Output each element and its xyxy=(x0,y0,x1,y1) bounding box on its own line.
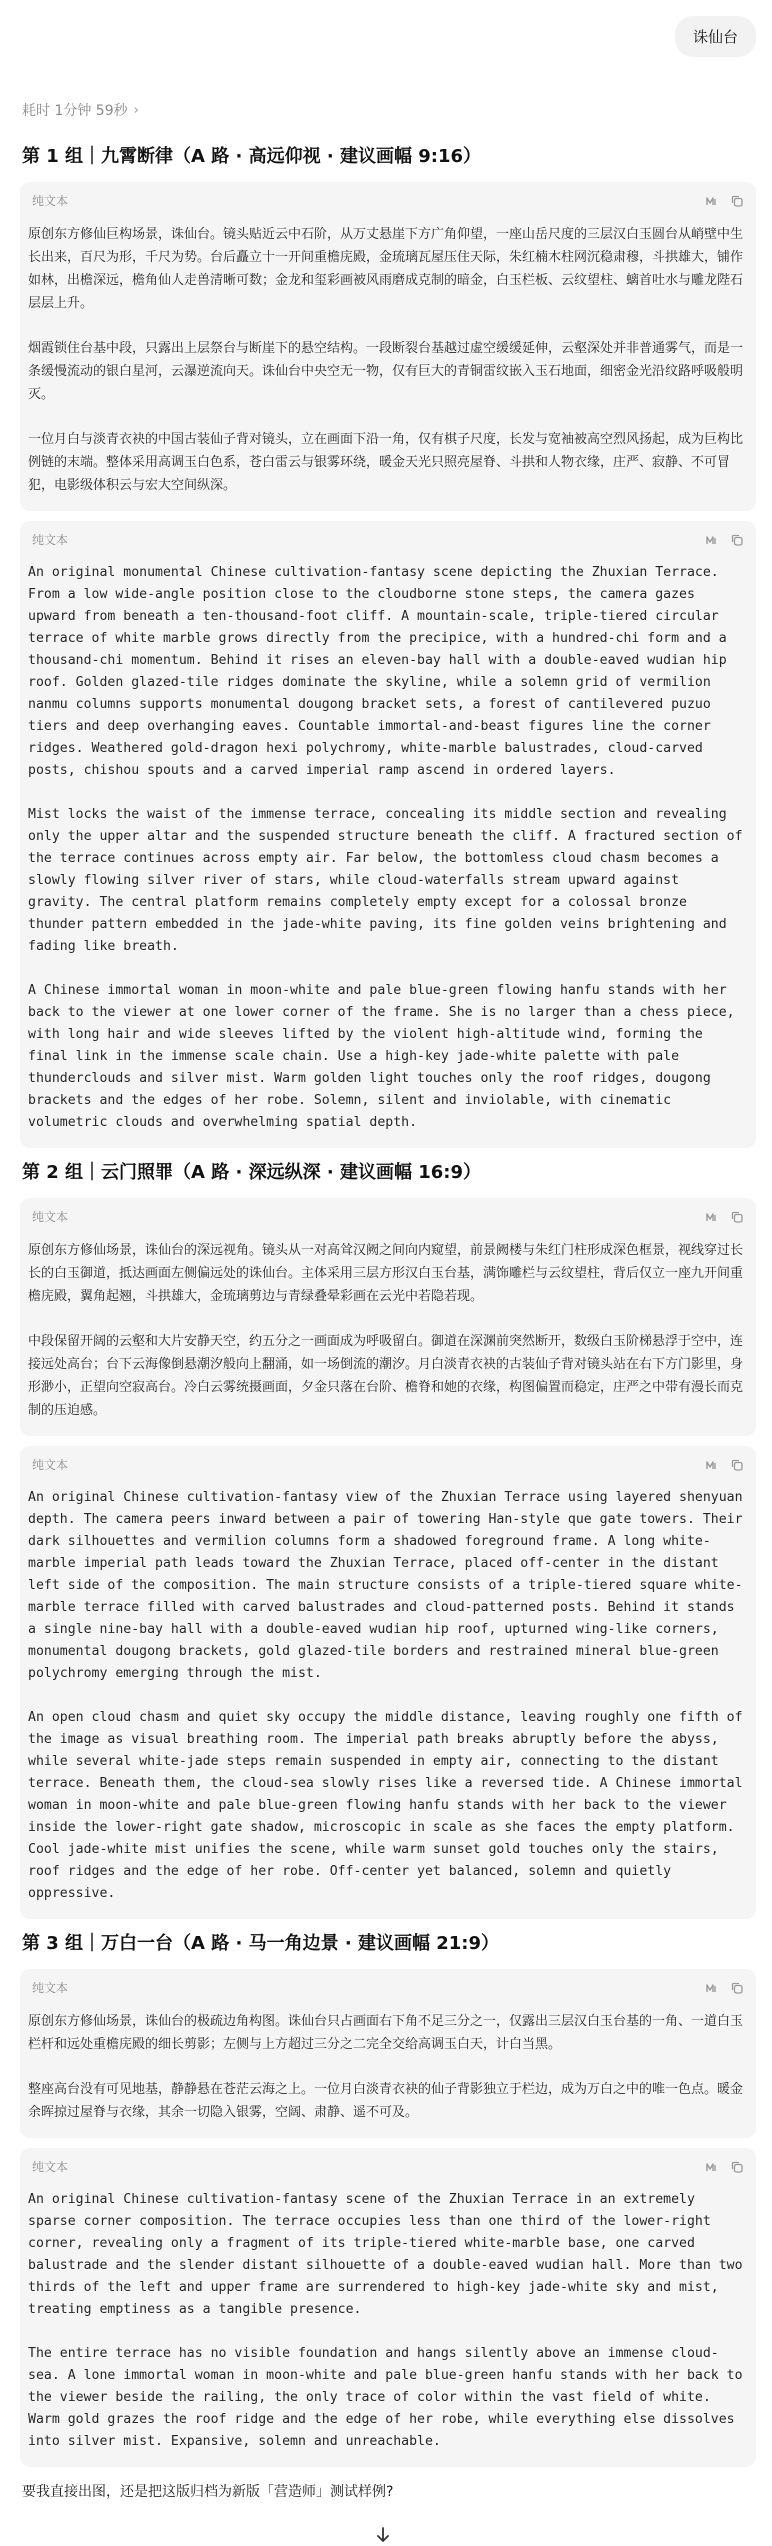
user-message-bubble xyxy=(675,16,756,57)
prompt-paragraph: 原创东方修仙巨构场景，诛仙台。镜头贴近云中石阶，从万丈悬崖下方广角仰望，一座山岳尺度的三层汉白玉圆台从峭壁中生长出来，百尺为形，千尺为势。台后矗立十一开间重檐庑殿，金琉璃瓦屋压住天际，朱红楠木柱网沉稳肃穆，斗拱雄大，铺作如林，出檐深远，檐角仙人走兽清晰可数；金龙和玺彩画被风雨磨成克制的暗金，白玉栏板、云纹望柱、螭首吐水与雕龙陛石层层上升。 xyxy=(28,227,744,311)
ai-icon[interactable] xyxy=(704,1210,718,1224)
code-block-header xyxy=(20,1969,756,2000)
copy-icon[interactable] xyxy=(730,194,744,208)
code-block-body xyxy=(20,552,756,1148)
code-block-tools xyxy=(704,2160,744,2174)
copy-icon[interactable] xyxy=(730,1981,744,1995)
ai-icon[interactable] xyxy=(704,1458,718,1472)
copy-icon[interactable] xyxy=(730,533,744,547)
code-block-label: 纯文本 xyxy=(32,533,69,547)
prompt-paragraph: 原创东方修仙场景，诛仙台的极疏边角构图。诛仙台只占画面右下角不足三分之一，仅露出三层汉白玉台基的一角、一道白玉栏杆和远处重檐庑殿的细长剪影；左侧与上方超过三分之二完全交给高调玉白天，计白当黑。 xyxy=(28,2014,744,2052)
code-block-cn xyxy=(20,1198,756,1436)
ai-icon[interactable] xyxy=(704,533,718,547)
prompt-paragraph: An original monumental Chinese cultivation-fantasy scene depicting the Zhuxian Terrace. From a low wide-angle position close to the cloudborne stone steps, the camera gazes upward from beneath a ten-thousand-foot cliff. A mountain-scale, triple-tiered circular terrace of white marble grows directly from the precipice, with a hundred-chi form and a thousand-chi momentum. Behind it rises an eleven-bay hall with a double-eaved wudian hip roof. Golden glazed-tile ridges dominate the skyline, while a solemn grid of vermilion nanmu columns supports monumental dougong bracket sets, a forest of cantilevered puzuo tiers and deep overhanging eaves. Countable immortal-and-beast figures line the corner ridges. Weathered gold-dragon hexi polychromy, white-marble balustrades, cloud-carved posts, chishou spouts and a carved imperial ramp ascend in ordered layers. xyxy=(28,565,727,778)
prompt-paragraph: A Chinese immortal woman in moon-white and pale blue-green flowing hanfu stands with her back to the viewer at one lower corner of the frame. She is no larger than a chess piece, with long hair and wide sleeves lifted by the violent high-altitude wind, forming the final link in the immense scale chain. Use a high-key jade-white palette with pale thunderclouds and silver mist. Warm golden light touches only the roof ridges, dougong brackets and the edges of her robe. Solemn, silent and inviolable, with cinematic volumetric clouds and overwhelming spatial depth. xyxy=(28,983,735,1130)
group-heading-3: 第 3 组｜万白一台（A 路 · 马一角边景 · 建议画幅 21:9） xyxy=(22,1933,500,1954)
code-block-tools xyxy=(704,194,744,208)
prompt-paragraph: An open cloud chasm and quiet sky occupy the middle distance, leaving roughly one fifth of the image as visual breathing room. The imperial path breaks abruptly before the abyss, while several white-jade steps remain suspended in empty air, connecting to the distant terrace. Beneath them, the cloud-sea slowly rises like a reversed tide. A Chinese immortal woman in moon-white and pale blue-green flowing hanfu stands with her back to the viewer inside the lower-right gate shadow, microscopic in scale as she faces the empty platform. Cool jade-white mist unifies the scene, while warm sunset gold touches only the stairs, roof ridges and the edge of her robe. Off-center yet balanced, solemn and quietly oppressive. xyxy=(28,1710,743,1901)
arrow-down-icon xyxy=(376,2527,390,2543)
ai-icon[interactable] xyxy=(704,194,718,208)
code-block-body xyxy=(20,213,756,511)
code-block-header xyxy=(20,1198,756,1229)
code-block-en xyxy=(20,1446,756,1919)
code-block-tools xyxy=(704,1981,744,1995)
code-block-body xyxy=(20,1229,756,1436)
code-block-body xyxy=(20,2179,756,2467)
code-block-label: 纯文本 xyxy=(32,1981,69,1995)
prompt-paragraph: The entire terrace has no visible foundation and hangs silently above an immense cloud-sea. A lone immortal woman in moon-white and pale blue-green hanfu stands with her back to the viewer beside the railing, the only trace of color within the vast field of white. Warm gold grazes the roof ridge and the edge of her robe, while everything else dissolves into silver mist. Expansive, solemn and unreachable. xyxy=(28,2346,743,2449)
code-block-tools xyxy=(704,1210,744,1224)
ai-icon[interactable] xyxy=(704,1981,718,1995)
closing-question: 要我直接出图，还是把这版归档为新版「营造师」测试样例? xyxy=(22,2484,394,2500)
code-block-label: 纯文本 xyxy=(32,194,69,208)
code-block-header xyxy=(20,2148,756,2179)
prompt-paragraph: An original Chinese cultivation-fantasy scene of the Zhuxian Terrace in an extremely sparse corner composition. The terrace occupies less than one third of the lower-right corner, revealing only a fragment of its triple-tiered white-marble base, one carved balustrade and the slender distant silhouette of a double-eaved wudian hall. More than two thirds of the left and upper frame are surrendered to high-key jade-white sky and mist, treating emptiness as a tangible presence. xyxy=(28,2192,743,2317)
prompt-paragraph: 整座高台没有可见地基，静静悬在苍茫云海之上。一位月白淡青衣袂的仙子背影独立于栏边，成为万白之中的唯一色点。暖金余晖掠过屋脊与衣缘，其余一切隐入银雾，空阔、肃静、遥不可及。 xyxy=(28,2082,744,2120)
user-message-text: 诛仙台 xyxy=(692,28,738,46)
group-heading-2: 第 2 组｜云门照罪（A 路 · 深远纵深 · 建议画幅 16:9） xyxy=(22,1162,482,1183)
copy-icon[interactable] xyxy=(730,1458,744,1472)
thinking-duration-toggle[interactable] xyxy=(22,100,139,120)
prompt-paragraph: 烟霞锁住台基中段，只露出上层祭台与断崖下的悬空结构。一段断裂台基越过虚空缓缓延伸，云壑深处并非普通雾气，而是一条缓慢流动的银白星河，云瀑逆流向天。诛仙台中央空无一物，仅有巨大的青铜雷纹嵌入玉石地面，细密金光沿纹路呼吸般明灭。 xyxy=(28,341,744,402)
prompt-paragraph: 一位月白与淡青衣袂的中国古装仙子背对镜头，立在画面下沿一角，仅有棋子尺度，长发与宽袖被高空烈风扬起，成为巨构比例链的末端。整体采用高调玉白色系，苍白雷云与银雾环绕，暖金天光只照亮屋脊、斗拱和人物衣缘，庄严、寂静、不可冒犯，电影级体积云与宏大空间纵深。 xyxy=(28,432,744,493)
thinking-duration-label: 耗时 1分钟 59秒 xyxy=(22,103,128,119)
prompt-paragraph: An original Chinese cultivation-fantasy view of the Zhuxian Terrace using layered shenyuan depth. The camera peers inward between a pair of towering Han-style que gate towers. Their dark silhouettes and vermilion columns form a shadowed foreground frame. A long white-marble imperial path leads toward the Zhuxian Terrace, placed off-center in the distant left side of the composition. The main structure consists of a triple-tiered square white-marble terrace filled with carved balustrades and cloud-patterned posts. Behind it stands a single nine-bay hall with a double-eaved wudian hip roof, upturned wing-like corners, monumental dougong brackets, gold glazed-tile borders and restrained mineral blue-green polychromy emerging through the mist. xyxy=(28,1490,743,1681)
code-block-en xyxy=(20,2148,756,2467)
copy-icon[interactable] xyxy=(730,2160,744,2174)
code-block-label: 纯文本 xyxy=(32,1458,69,1472)
code-block-en xyxy=(20,521,756,1148)
code-block-body xyxy=(20,1477,756,1919)
code-block-label: 纯文本 xyxy=(32,1210,69,1224)
chevron-right-icon: › xyxy=(133,102,139,118)
prompt-paragraph: 中段保留开阔的云壑和大片安静天空，约五分之一画面成为呼吸留白。御道在深渊前突然断开，数级白玉阶梯悬浮于空中，连接远处高台；台下云海像倒悬潮汐般向上翻涌，如一场倒流的潮汐。月白淡青衣袂的古装仙子背对镜头站在右下方门影里，身形渺小，正望向空寂高台。冷白云雾统摄画面，夕金只落在台阶、檐脊和她的衣缘，构图偏置而稳定，庄严之中带有漫长而克制的压迫感。 xyxy=(28,1334,744,1418)
ai-icon[interactable] xyxy=(704,2160,718,2174)
group-heading-1: 第 1 组｜九霄断律（A 路 · 高远仰视 · 建议画幅 9:16） xyxy=(22,146,482,167)
code-block-body xyxy=(20,2000,756,2138)
code-block-header xyxy=(20,521,756,552)
prompt-paragraph: 原创东方修仙场景，诛仙台的深远视角。镜头从一对高耸汉阙之间向内窥望，前景阙楼与朱红门柱形成深色框景，视线穿过长长的白玉御道，抵达画面左侧偏远处的诛仙台。主体采用三层方形汉白玉台基，满饰雕栏与云纹望柱，背后仅立一座九开间重檐庑殿，翼角起翘，斗拱雄大，金琉璃剪边与青绿叠晕彩画在云光中若隐若现。 xyxy=(28,1243,744,1304)
assistant-response xyxy=(20,142,756,2501)
code-block-cn xyxy=(20,182,756,511)
code-block-label: 纯文本 xyxy=(32,2160,69,2174)
copy-icon[interactable] xyxy=(730,1210,744,1224)
code-block-header xyxy=(20,1446,756,1477)
code-block-header xyxy=(20,182,756,213)
code-block-tools xyxy=(704,1458,744,1472)
code-block-tools xyxy=(704,533,744,547)
code-block-cn xyxy=(20,1969,756,2138)
prompt-paragraph: Mist locks the waist of the immense terrace, concealing its middle section and revealing only the upper altar and the suspended structure beneath the cliff. A fractured section of the terrace continues across empty air. Far below, the bottomless cloud chasm becomes a slowly flowing silver river of stars, while cloud-waterfalls stream upward against gravity. The central platform remains completely empty except for a colossal bronze thunder pattern embedded in the jade-white paving, its fine golden veins brightening and fading like breath. xyxy=(28,807,743,954)
scroll-to-bottom-button[interactable] xyxy=(372,2527,394,2543)
